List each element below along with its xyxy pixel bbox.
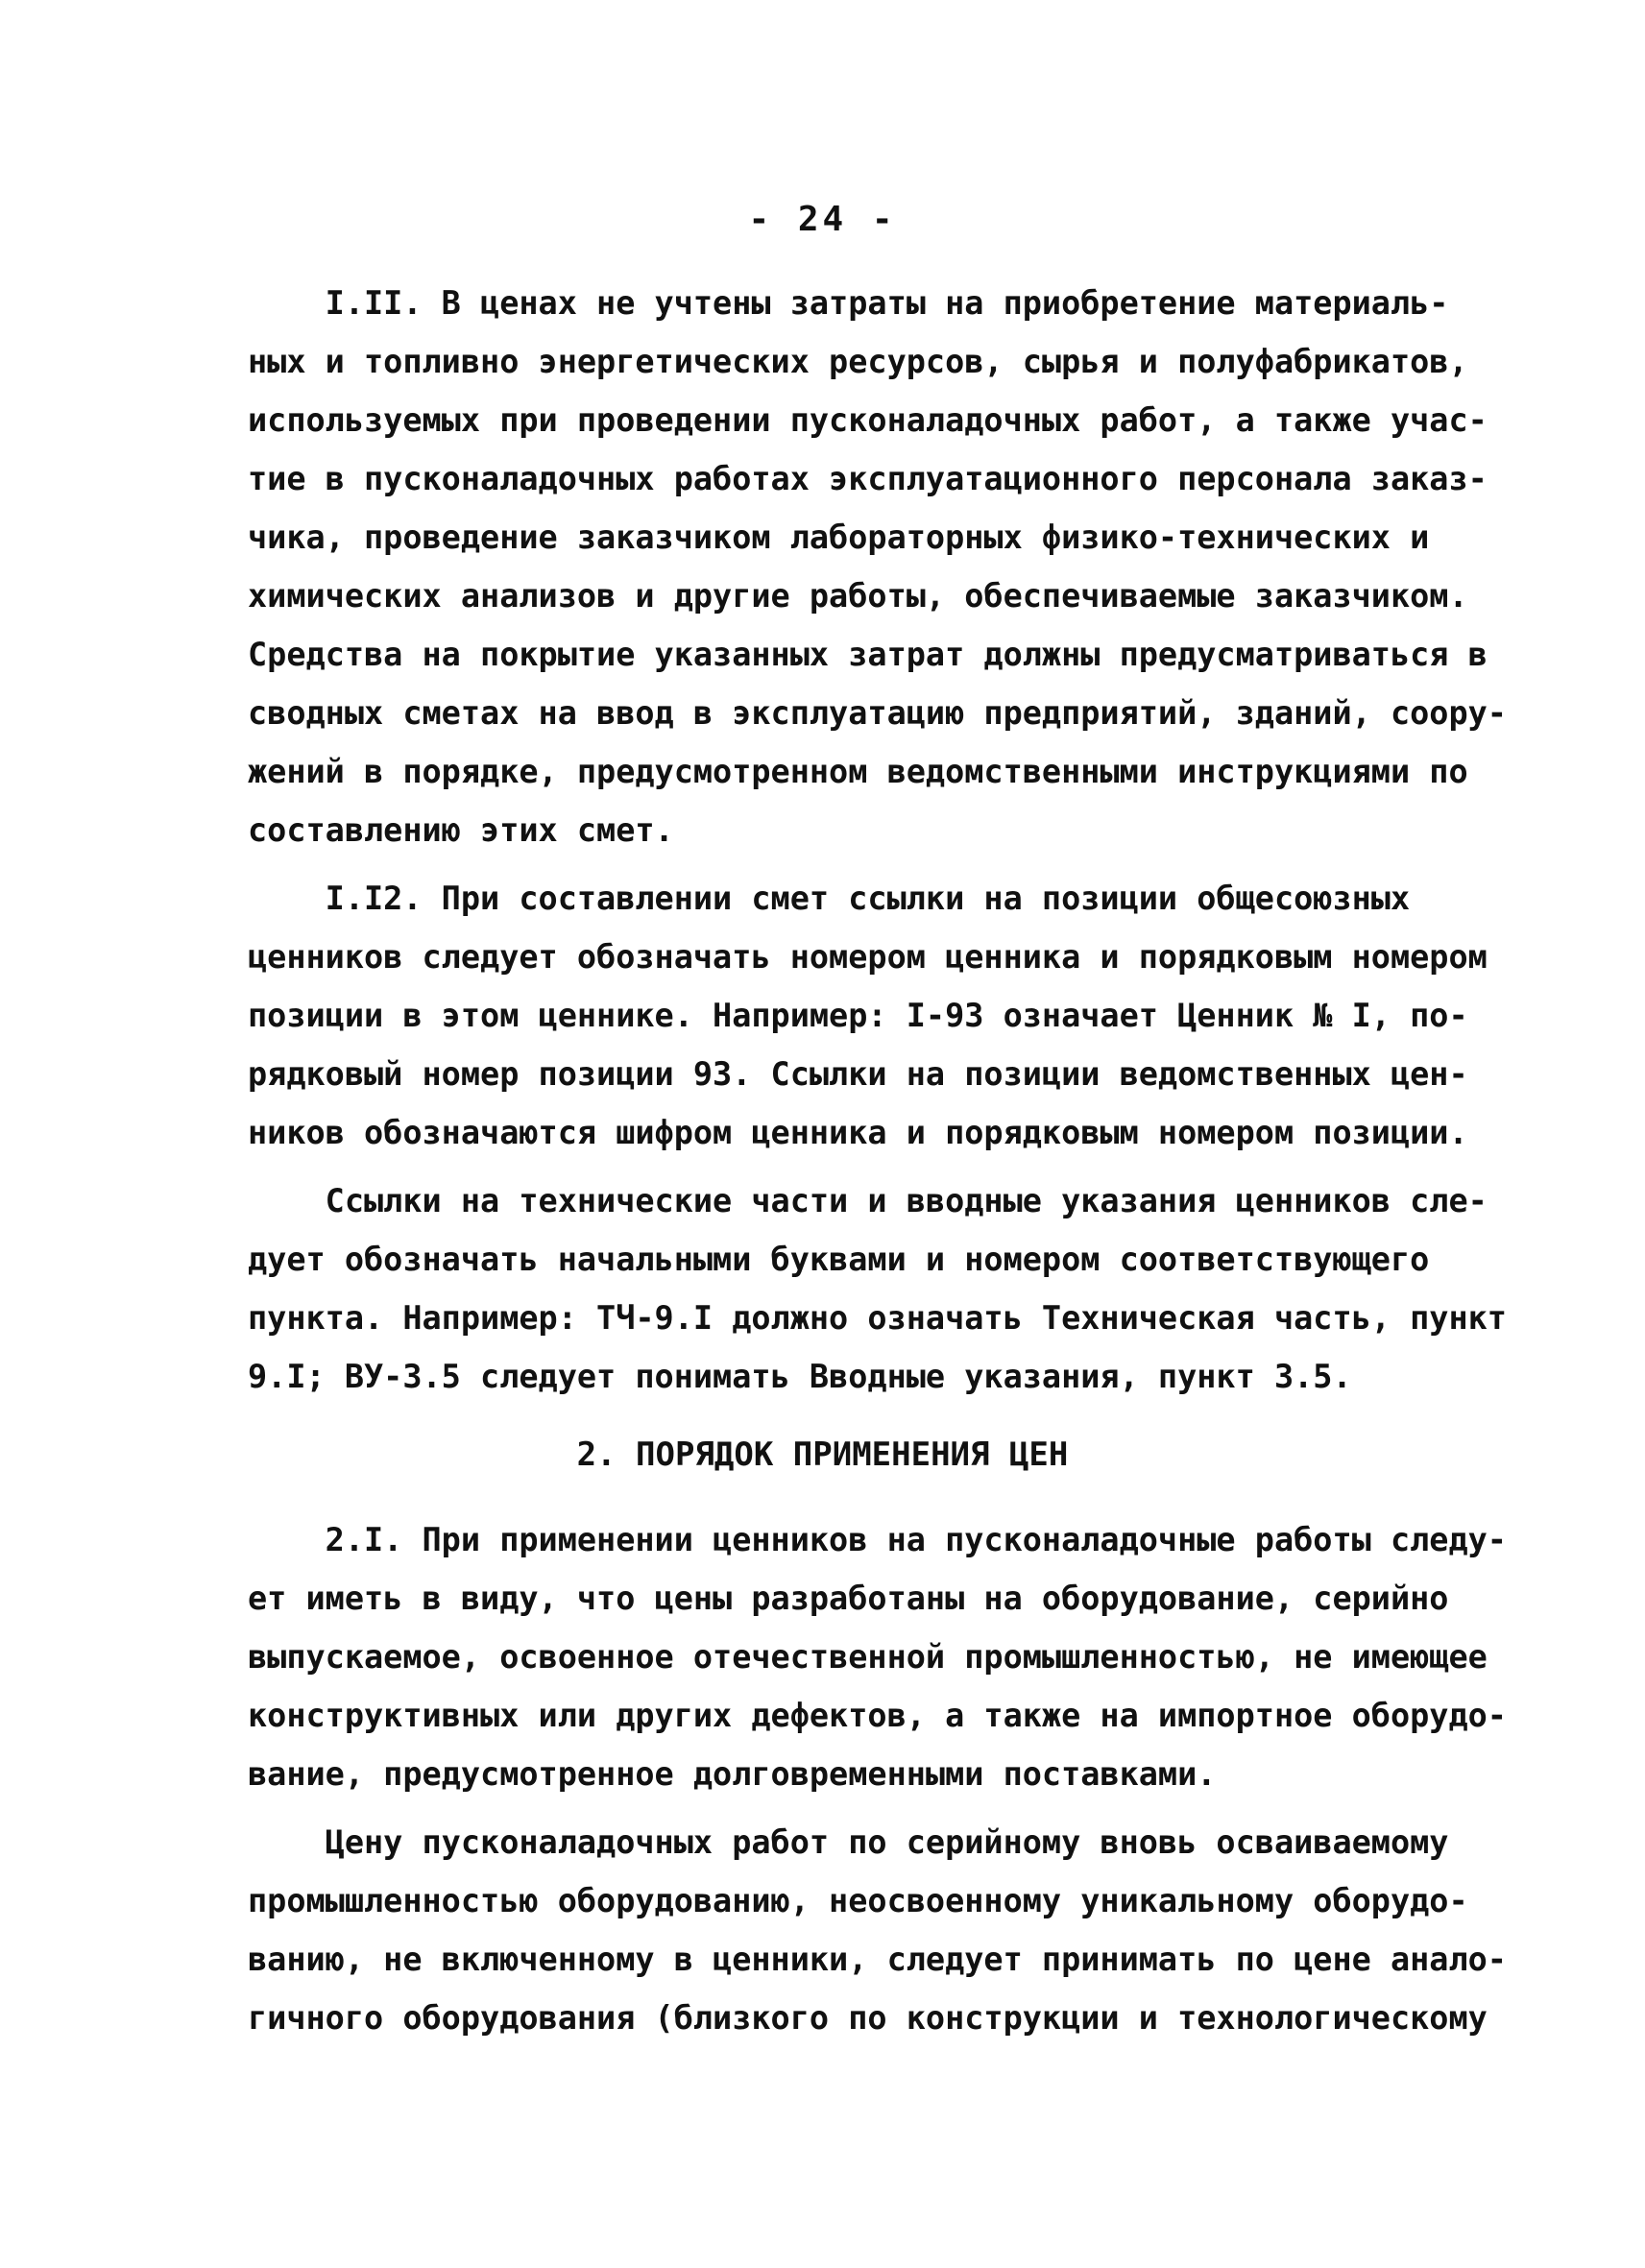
text-line: промышленностью оборудованию, неосвоенному уникальному оборудо- bbox=[248, 1882, 1468, 1919]
text-line: составлению этих смет. bbox=[248, 811, 674, 849]
text-line: ных и топливно энергетических ресурсов, сырья и полуфабрикатов, bbox=[248, 343, 1468, 380]
text-line: ценников следует обозначать номером ценника и порядковым номером bbox=[248, 938, 1488, 976]
text-line: вание, предусмотренное долговременными поставками. bbox=[248, 1755, 1217, 1793]
text-line: тие в пусконаладочных работах эксплуатационного персонала заказ- bbox=[248, 460, 1488, 497]
text-line: ников обозначаются шифром ценника и порядковым номером позиции. bbox=[248, 1114, 1468, 1151]
text-line: дует обозначать начальными буквами и номером соответствующего bbox=[248, 1241, 1430, 1278]
text-line: Ссылки на технические части и вводные указания ценников сле- bbox=[248, 1182, 1488, 1219]
text-line: ет иметь в виду, что цены разработаны на оборудование, серийно bbox=[248, 1580, 1449, 1617]
text-line: Средства на покрытие указанных затрат должны предусматриваться в bbox=[248, 636, 1488, 673]
text-line: используемых при проведении пусконаладочных работ, а также учас- bbox=[248, 401, 1488, 439]
text-line: химических анализов и другие работы, обеспечиваемые заказчиком. bbox=[248, 577, 1468, 615]
text-line: 2.I. При применении ценников на пусконаладочные работы следу- bbox=[248, 1521, 1507, 1558]
text-line: конструктивных или других дефектов, а также на импортное оборудо- bbox=[248, 1697, 1507, 1734]
text-line: чика, проведение заказчиком лабораторных физико-технических и bbox=[248, 519, 1430, 556]
text-line: ванию, не включенному в ценники, следует принимать по цене анало- bbox=[248, 1941, 1507, 1978]
text-line: выпускаемое, освоенное отечественной промышленностью, не имеющее bbox=[248, 1638, 1488, 1676]
section-heading: 2. ПОРЯДОК ПРИМЕНЕНИЯ ЦЕН bbox=[576, 1436, 1069, 1474]
text-line: рядковый номер позиции 93. Ссылки на позиции ведомственных цен- bbox=[248, 1055, 1468, 1093]
text-line: пункта. Например: ТЧ-9.I должно означать Техническая часть, пункт bbox=[248, 1299, 1507, 1337]
text-line: 9.I; ВУ-3.5 следует понимать Вводные указания, пункт 3.5. bbox=[248, 1358, 1352, 1395]
text-line: сводных сметах на ввод в эксплуатацию предприятий, зданий, соору- bbox=[248, 694, 1507, 732]
text-line: жений в порядке, предусмотренном ведомственными инструкциями по bbox=[248, 753, 1468, 790]
text-line: гичного оборудования (близкого по конструкции и технологическому bbox=[248, 1999, 1488, 2037]
text-line: позиции в этом ценнике. Например: I-93 означает Ценник № I, по- bbox=[248, 997, 1468, 1034]
text-line: I.II. В ценах не учтены затраты на приобретение материаль- bbox=[248, 284, 1449, 322]
page-number: - 24 - bbox=[748, 200, 897, 239]
text-line: I.I2. При составлении смет ссылки на позиции общесоюзных bbox=[248, 880, 1411, 917]
text-line: Цену пусконаладочных работ по серийному вновь осваиваемому bbox=[248, 1823, 1449, 1861]
